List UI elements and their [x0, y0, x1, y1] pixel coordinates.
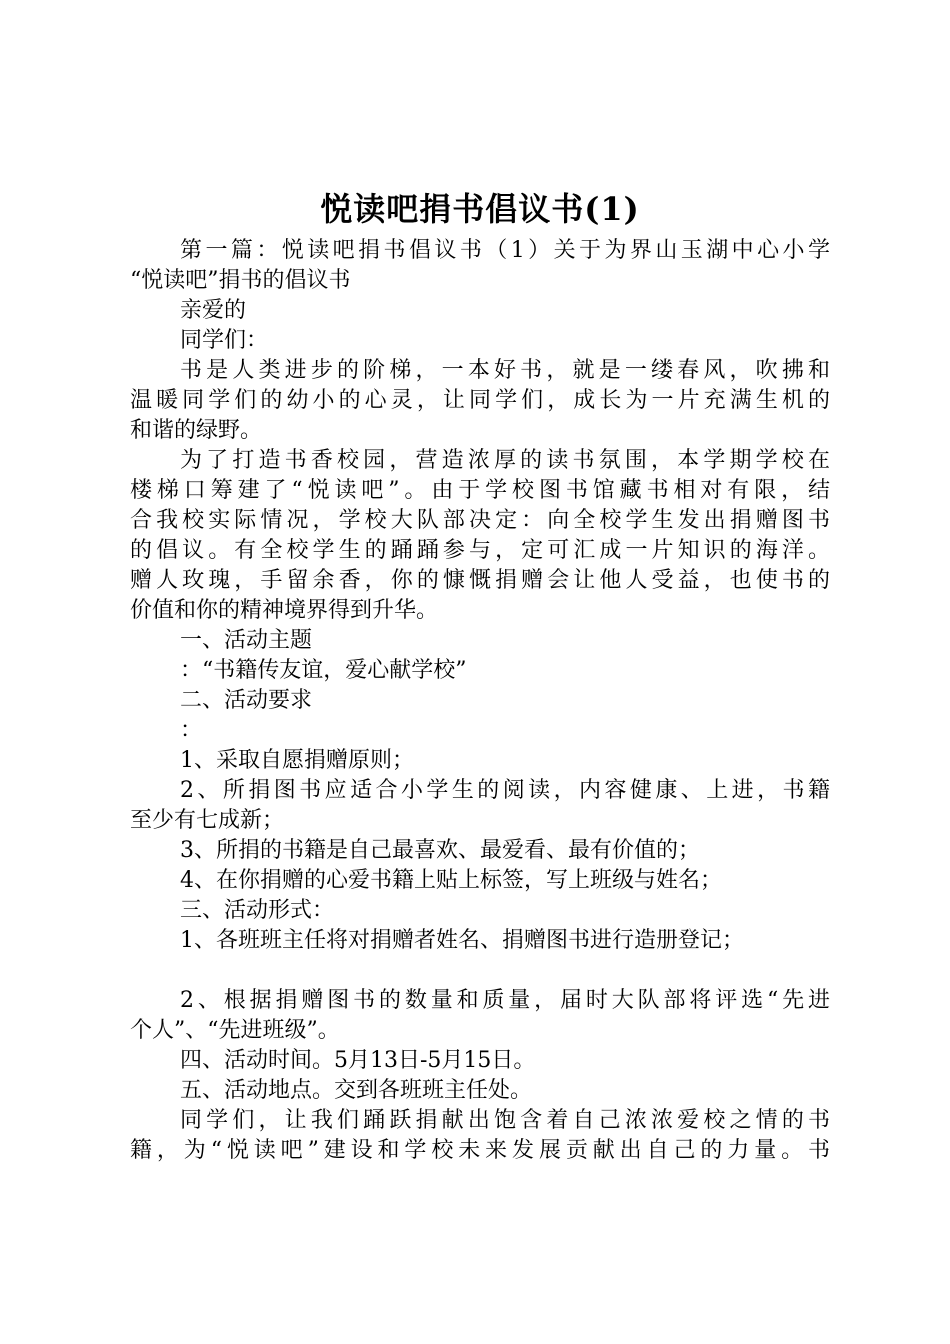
salutation-line: 亲爱的 — [180, 298, 247, 323]
section-heading: 三、活动形式： — [180, 898, 335, 923]
paragraph-line: 和谐的绿野。 — [130, 418, 263, 443]
paragraph-line: ： — [180, 718, 203, 743]
paragraph-line: 温暖同学们的幼小的心灵，让同学们，成长为一片充满生机的 — [130, 388, 830, 413]
paragraph-line: 同学们，让我们踊跃捐献出饱含着自己浓浓爱校之情的书 — [180, 1108, 830, 1133]
list-item-continuation: 至少有七成新； — [130, 808, 285, 833]
section-heading: 二、活动要求 — [180, 688, 313, 713]
document-title: 悦读吧捐书倡议书(1) — [320, 190, 640, 228]
paragraph-line: 书是人类进步的阶梯，一本好书，就是一缕春风，吹拂和 — [180, 358, 830, 383]
paragraph-line: 楼梯口筹建了“悦读吧”。由于学校图书馆藏书相对有限，结 — [130, 478, 830, 503]
list-item: 3、所捐的书籍是自己最喜欢、最爱看、最有价值的； — [180, 838, 700, 863]
paragraph-line: 为了打造书香校园，营造浓厚的读书氛围，本学期学校在 — [180, 448, 830, 473]
list-item: 2、根据捐赠图书的数量和质量，届时大队部将评选“先进 — [180, 988, 830, 1013]
list-item: 4、在你捐赠的心爱书籍上贴上标签，写上班级与姓名； — [180, 868, 722, 893]
list-item-continuation: 个人”、“先进班级”。 — [130, 1018, 340, 1043]
paragraph-line: 赠人玫瑰，手留余香，你的慷慨捐赠会让他人受益，也使书的 — [130, 568, 830, 593]
list-item: 2、所捐图书应适合小学生的阅读，内容健康、上进，书籍 — [180, 778, 830, 803]
paragraph-line: 合我校实际情况，学校大队部决定：向全校学生发出捐赠图书 — [130, 508, 830, 533]
paragraph-line: 的倡议。有全校学生的踊踊参与，定可汇成一片知识的海洋。 — [130, 538, 830, 563]
salutation-line: 同学们： — [180, 328, 269, 353]
paragraph-line: 第一篇：悦读吧捐书倡议书（1）关于为界山玉湖中心小学 — [180, 238, 830, 263]
paragraph-line: “悦读吧”捐书的倡议书 — [130, 268, 351, 293]
section-heading: 四、活动时间。5月13日-5月15日。 — [180, 1048, 536, 1073]
list-item: 1、采取自愿捐赠原则； — [180, 748, 414, 773]
section-heading: 一、活动主题 — [180, 628, 313, 653]
paragraph-line: 籍，为“悦读吧”建设和学校未来发展贡献出自己的力量。书 — [130, 1138, 830, 1163]
section-heading: 五、活动地点。交到各班班主任处。 — [180, 1078, 533, 1103]
list-item: 1、各班班主任将对捐赠者姓名、捐赠图书进行造册登记； — [180, 928, 744, 953]
blank-line — [130, 956, 830, 986]
paragraph-line: 价值和你的精神境界得到升华。 — [130, 598, 439, 623]
paragraph-line: ：“书籍传友谊，爱心献学校” — [180, 658, 467, 683]
document-page — [130, 186, 830, 1166]
